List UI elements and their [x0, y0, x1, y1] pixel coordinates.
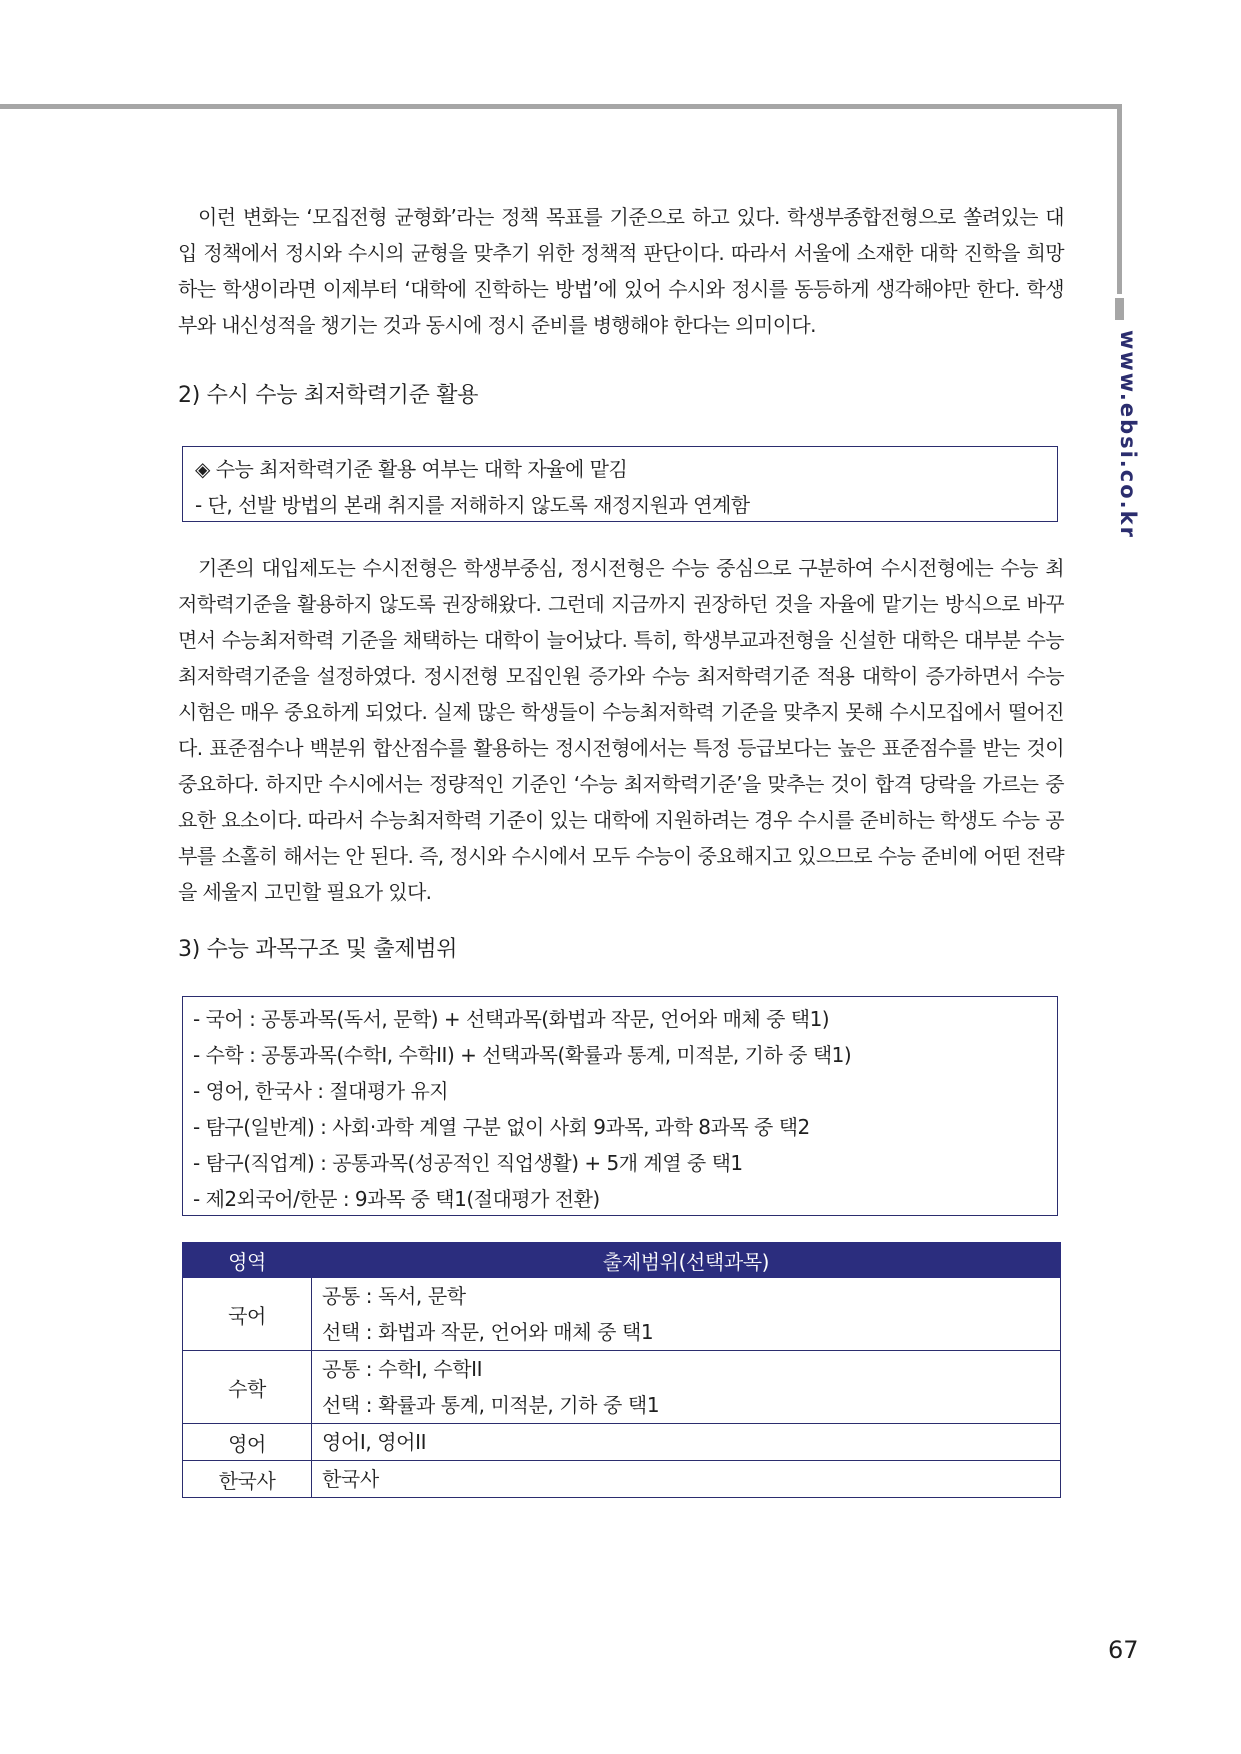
table-row	[183, 1278, 1061, 1351]
table-header-row	[183, 1243, 1061, 1278]
table-cell-range	[312, 1424, 1061, 1461]
intro-paragraph-text: 이런 변화는 ‘모집전형 균형화’라는 정책 목표를 기준으로 하고 있다. 학생부종합전형으로 쏠려있는 대입 정책에서 정시와 수시의 균형을 맞추기 위한 정책적 판단이다. 따라서 서울에 소재한 대학 진학을 희망하는 학생이라면 이제부터 ‘대학에 진학하는 방법’에 있어 수시와 정시를 동등하게 생각해야만 한다. 학생부와 내신성적을 챙기는 것과 동시에 정시 준비를 병행해야 한다는 의미이다.	[178, 205, 1064, 337]
table-header-area: 영역	[183, 1243, 312, 1278]
table-cell-range	[312, 1278, 1061, 1351]
side-marker	[1115, 298, 1124, 320]
subject-structure-line: - 국어 : 공통과목(독서, 문학) + 선택과목(화법과 작문, 언어와 매체 중 택1)	[193, 1007, 830, 1031]
subject-structure-box	[182, 996, 1058, 1216]
section-2-paragraph	[178, 550, 1064, 910]
subject-structure-line: - 영어, 한국사 : 절대평가 유지	[193, 1079, 449, 1103]
intro-paragraph	[178, 199, 1064, 343]
site-url: www.ebsi.co.kr	[1116, 330, 1140, 539]
policy-box-line: ◈ 수능 최저학력기준 활용 여부는 대학 자율에 맡김	[195, 457, 628, 481]
subject-structure-line: - 탐구(직업계) : 공통과목(성공적인 직업생활) + 5개 계열 중 택1	[193, 1151, 743, 1175]
table-cell-range	[312, 1461, 1061, 1498]
range-line: 영어I, 영어II	[322, 1430, 427, 1454]
table-cell-area: 영어	[183, 1424, 312, 1461]
range-line: 한국사	[322, 1467, 379, 1491]
range-line: 공통 : 수학I, 수학II	[322, 1357, 483, 1381]
table-cell-area: 한국사	[183, 1461, 312, 1498]
table-cell-area: 국어	[183, 1278, 312, 1351]
page-frame-right-line	[1117, 104, 1122, 294]
exam-scope-table	[182, 1242, 1061, 1498]
table-row	[183, 1351, 1061, 1424]
page-frame-top-line	[0, 104, 1122, 109]
policy-box-line: - 단, 선발 방법의 본래 취지를 저해하지 않도록 재정지원과 연계함	[195, 493, 750, 517]
range-line: 공통 : 독서, 문학	[322, 1284, 466, 1308]
page-number: 67	[1108, 1636, 1139, 1664]
range-line: 선택 : 화법과 작문, 언어와 매체 중 택1	[322, 1320, 654, 1344]
subject-structure-line: - 탐구(일반계) : 사회·과학 계열 구분 없이 사회 9과목, 과학 8과목 중 택2	[193, 1115, 810, 1139]
table-cell-area: 수학	[183, 1351, 312, 1424]
table-header-range: 출제범위(선택과목)	[312, 1243, 1061, 1278]
section-2-paragraph-text: 기존의 대입제도는 수시전형은 학생부중심, 정시전형은 수능 중심으로 구분하여 수시전형에는 수능 최저학력기준을 활용하지 않도록 권장해왔다. 그런데 지금까지 권장하던 것을 자율에 맡기는 방식으로 바꾸면서 수능최저학력 기준을 채택하는 대학이 늘어났다. 특히, 학생부교과전형을 신설한 대학은 대부분 수능최저학력기준을 설정하였다. 정시전형 모집인원 증가와 수능 최저학력기준 적용 대학이 증가하면서 수능시험은 매우 중요하게 되었다. 실제 많은 학생들이 수능최저학력 기준을 맞추지 못해 수시모집에서 떨어진다. 표준점수나 백분위 합산점수를 활용하는 정시전형에서는 특정 등급보다는 높은 표준점수를 받는 것이 중요하다. 하지만 수시에서는 정량적인 기준인 ‘수능 최저학력기준’을 맞추는 것이 합격 당락을 가르는 중요한 요소이다. 따라서 수능최저학력 기준이 있는 대학에 지원하려는 경우 수시를 준비하는 학생도 수능 공부를 소홀히 해서는 안 된다. 즉, 정시와 수시에서 모두 수능이 중요해지고 있으므로 수능 준비에 어떤 전략을 세울지 고민할 필요가 있다.	[178, 556, 1064, 904]
table-cell-range	[312, 1351, 1061, 1424]
subject-structure-line: - 수학 : 공통과목(수학I, 수학II) + 선택과목(확률과 통계, 미적분, 기하 중 택1)	[193, 1043, 852, 1067]
section-3-heading: 3) 수능 과목구조 및 출제범위	[178, 937, 458, 962]
policy-box	[182, 446, 1058, 522]
table-row	[183, 1424, 1061, 1461]
section-2-heading: 2) 수시 수능 최저학력기준 활용	[178, 383, 479, 408]
subject-structure-line: - 제2외국어/한문 : 9과목 중 택1(절대평가 전환)	[193, 1187, 600, 1211]
range-line: 선택 : 확률과 통계, 미적분, 기하 중 택1	[322, 1393, 660, 1417]
table-row	[183, 1461, 1061, 1498]
